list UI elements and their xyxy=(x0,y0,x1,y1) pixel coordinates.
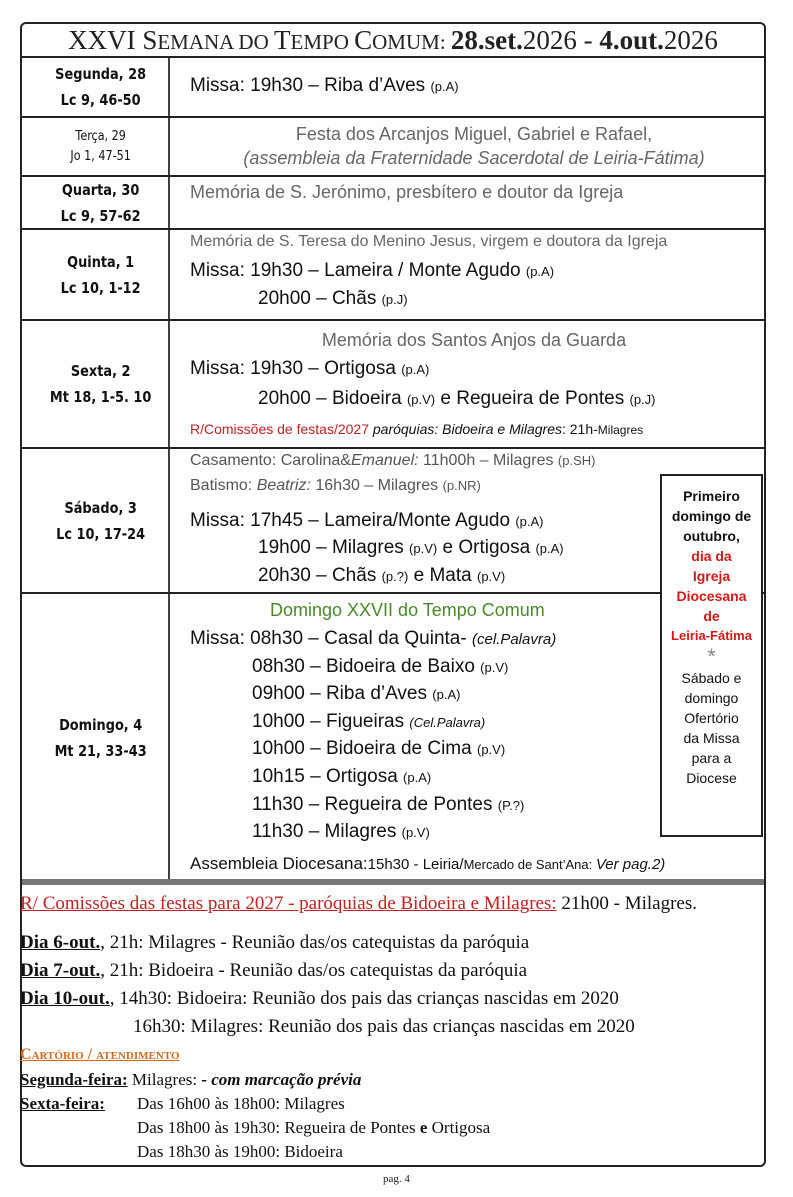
day-reading: Mt 18, 1-5. 10 xyxy=(49,388,152,406)
mass-line: Missa: 17h45 – Lameira/Monte Agudo (p.A) xyxy=(190,510,544,531)
day-name: Sexta, 2 xyxy=(70,362,131,380)
office-hours-line: Das 16h00 às 18h00: Milagres xyxy=(137,1094,345,1113)
office-hours-line: Das 18h30 às 19h00: Bidoeira xyxy=(137,1142,343,1161)
day-name: Quarta, 30 xyxy=(61,180,140,199)
feast-title: Memória de S. Teresa do Menino Jesus, virgem e doutora da Igreja xyxy=(190,233,668,250)
mass-line: Missa: 08h30 – Casal da Quinta- (cel.Palavra) xyxy=(190,628,557,649)
office-monday: Segunda-feira: Milagres: - com marcação prévia xyxy=(20,1070,362,1089)
day-name: Quinta, 1 xyxy=(67,252,135,271)
meeting-line: Dia 7-out., 21h: Bidoeira - Reunião das/os catequistas da paróquia xyxy=(20,960,528,981)
day-reading: Jo 1, 47-51 xyxy=(70,148,131,164)
day-cell xyxy=(33,177,170,228)
commission-note: R/Comissões de festas/2027 paróquias: Bidoeira e Milagres: 21h-Milagres xyxy=(190,421,644,437)
page-number: pag. 4 xyxy=(383,1173,410,1185)
mass-line: Missa: 19h30 – Lameira / Monte Agudo (p.A) xyxy=(190,260,555,281)
mass-line: 11h30 – Regueira de Pontes (P.?) xyxy=(252,794,525,815)
feast-title: Memória dos Santos Anjos da Guarda xyxy=(321,330,627,350)
day-reading: Mt 21, 33-43 xyxy=(54,741,147,760)
feast-title: Memória de S. Jerónimo, presbítero e doutor da Igreja xyxy=(190,182,624,202)
day-row-tuesday xyxy=(22,118,764,177)
mass-line: 20h00 – Bidoeira (p.V) e Regueira de Pontes (p.J) xyxy=(258,388,656,409)
asterisk-icon: * xyxy=(707,644,716,669)
section-divider xyxy=(22,879,764,885)
day-name: Segunda, 28 xyxy=(55,65,147,83)
day-cell xyxy=(33,118,170,175)
commission-notice: R/ Comissões das festas para 2027 - paróquias de Bidoeira e Milagres: 21h00 - Milagres. xyxy=(20,893,698,914)
day-row-monday xyxy=(22,58,764,118)
mass-line: 20h00 – Chãs (p.J) xyxy=(258,288,408,309)
day-cell xyxy=(33,58,170,116)
day-reading: Lc 10, 17-24 xyxy=(56,524,146,543)
baptism-line: Batismo: Beatriz: 16h30 – Milagres (p.NR) xyxy=(190,477,481,494)
day-row-thursday xyxy=(22,230,764,321)
day-row-sunday xyxy=(22,594,764,881)
meeting-line: 16h30: Milagres: Reunião dos pais das crianças nascidas em 2020 xyxy=(133,1016,635,1037)
day-reading: Lc 9, 46-50 xyxy=(60,91,141,109)
mass-line: Missa: 19h30 – Ortigosa (p.A) xyxy=(190,358,430,379)
mass-line: 10h00 – Bidoeira de Cima (p.V) xyxy=(252,738,506,759)
mass-line: 10h00 – Figueiras (Cel.Palavra) xyxy=(252,711,486,732)
day-reading: Lc 10, 1-12 xyxy=(60,278,141,297)
diocese-day-box: Primeiro domingo de outubro, dia da Igreja Diocesana de Leiria-Fátima * Sábado e domingo Ofertório da Missa para a Diocese xyxy=(660,474,763,837)
feast-title: Domingo XXVII do Tempo Comum xyxy=(270,600,545,620)
office-friday-label: Sexta-feira: xyxy=(20,1094,105,1113)
feast-note: (assembleia da Fraternidade Sacerdotal de Leiria-Fátima) xyxy=(243,148,705,168)
office-hours-line: Das 18h00 às 19h30: Regueira de Pontes e Ortigosa xyxy=(137,1118,491,1137)
day-reading: Lc 9, 57-62 xyxy=(60,206,141,225)
day-row-friday xyxy=(22,321,764,449)
meeting-line: Dia 6-out., 21h: Milagres - Reunião das/os catequistas da paróquia xyxy=(20,932,530,953)
assembly-line: Assembleia Diocesana:15h30 - Leiria/Mercado de Sant’Ana: Ver pag.2) xyxy=(190,854,666,873)
day-name: Sábado, 3 xyxy=(64,498,137,517)
mass-line: 08h30 – Bidoeira de Baixo (p.V) xyxy=(252,656,509,677)
day-cell xyxy=(33,449,170,592)
day-cell xyxy=(33,230,170,319)
mass-line: 20h30 – Chãs (p.?) e Mata (p.V) xyxy=(258,565,506,586)
mass-line: 11h30 – Milagres (p.V) xyxy=(252,821,430,842)
day-name: Domingo, 4 xyxy=(59,715,143,734)
mass-line: 09h00 – Riba d’Aves (p.A) xyxy=(252,683,461,704)
mass-line: Missa: 19h30 – Riba d’Aves (p.A) xyxy=(190,75,459,96)
feast-title: Festa dos Arcanjos Miguel, Gabriel e Rafael, xyxy=(295,124,653,144)
day-name: Terça, 29 xyxy=(75,128,126,144)
day-cell xyxy=(33,594,170,881)
day-cell xyxy=(33,321,170,447)
mass-line: 19h00 – Milagres (p.V) e Ortigosa (p.A) xyxy=(258,537,564,558)
meeting-line: Dia 10-out., 14h30: Bidoeira: Reunião dos pais das crianças nascidas em 2020 xyxy=(20,988,619,1009)
day-row-wednesday xyxy=(22,177,764,230)
office-title: Cartório / atendimento xyxy=(20,1046,180,1063)
wedding-line: Casamento: Carolina&Emanuel: 11h00h – Milagres (p.SH) xyxy=(190,452,596,469)
mass-line: 10h15 – Ortigosa (p.A) xyxy=(252,766,432,787)
page-title: XXVI SEMANA DO TEMPO COMUM: 28.set.2026 - 4.out.2026 xyxy=(68,25,718,55)
day-row-saturday xyxy=(22,449,764,594)
